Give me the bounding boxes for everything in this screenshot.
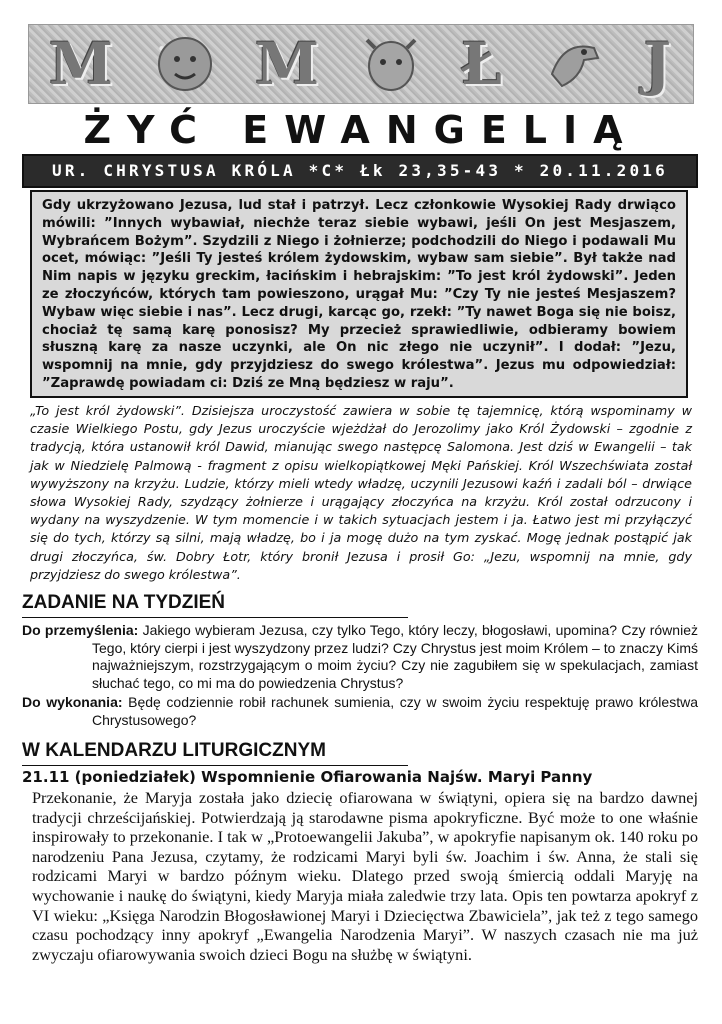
reflection-text: Jakiego wybieram Jezusa, czy tylko Tego, który leczy, błogosławi, upomina? Czy również Tego, który cierpi i jest wyszydzony przez ludzi? Czy Chrystus jest moim Królem – to znaczy Kimś najważniejszym, rozstrzygającym o moim życiu? Czy nie zagubiłem się w spekulacjach, zamiast słuchać tego, co mi ma do powiedzenia Chrystus? (92, 622, 698, 691)
action-label: Do wykonania: (22, 694, 123, 710)
commentary-text: „To jest król żydowski”. Dzisiejsza uroczystość zawiera w sobie tę tajemnicę, którą wspominamy w czasie Wielkiego Postu, gdy Jezus uroczyście wjeżdżał do Jerozolimy jako Król Żydowski – zgodnie z tradycją, która ustanowił król Dawid, mianując swego następcę Salomona. Jest dziś w Ewangelii – tak jak w Niedzielę Palmową - fragment z opisu wielkopiątkowej Męki Pańskiej. Król Wszechświata został wywyższony na krzyżu. Ludzie, którzy mieli wtedy władzę, uczynili Jezusowi kaźń i zadali ból – drwiące słowa Wysokiej Rady, szydzący żołnierze i urągający złoczyńca na krzyżu. Król został odrzucony i wydany na wyszydzenie. W tym momencie i w takich sytuacjach jestem i ja. Łatwo jest mi przyłączyć się do tych, którzy są silni, mają władzę, bo i ja mogę dużo na tym zyskać. Mogę jednak postąpić jak drugi złoczyńca, św. Dobry Łotr, który bronił Jezusa i prosił Go: „Jezu, wspomnij na mnie, gdy przyjdziesz do swego królestwa”. (30, 403, 692, 582)
date-reference-bar: UR. CHRYSTUSA KRÓLA *C* Łk 23,35-43 * 20.11.2016 (22, 154, 698, 188)
section-divider (22, 617, 408, 618)
masthead-letter: J (643, 30, 674, 98)
lion-head-icon (155, 34, 215, 94)
eagle-head-icon (544, 34, 604, 94)
reflection-label: Do przemyślenia: (22, 622, 139, 638)
action-text: Będę codziennie robił rachunek sumienia, czy w swoim życiu respektuję prawo królestwa Chrystusowego? (92, 694, 698, 728)
masthead-letter: Ł (460, 30, 504, 98)
calendar-date-line: 21.11 (poniedziałek) Wspomnienie Ofiarowania Najśw. Maryi Panny (22, 768, 593, 786)
task-heading: ZADANIE NA TYDZIEŃ (22, 592, 226, 613)
masthead-banner (28, 24, 694, 104)
section-divider (22, 765, 408, 766)
reflection-block (22, 622, 698, 692)
masthead-letter: M (254, 30, 322, 98)
action-block (22, 694, 698, 729)
calendar-text: Przekonanie, że Maryja została jako dziecię ofiarowana w świątyni, opiera się na bardzo dawnej tradycji chrześcijańskiej. Potwierdzają ją starodawne pisma apokryficzne. Być może to one właśnie inspirowały to przekonanie. I tak w „Protoewangelii Jakuba”, w apokryfie napisanym ok. 140 roku po narodzeniu Pana Jezusa, czytamy, że rodzicami Maryi byli św. Joachim i św. Anna, że stali się rodzicami Maryi w bardzo późnym wieku. Dlatego przed swoją śmiercią oddali Maryję na wychowanie i naukę do świątyni, kiedy Maryja miała zaledwie trzy lata. Opis ten powtarza apokryf z VI wieku: „Księga Narodzin Błogosławionej Maryi i Dziecięctwa Zbawiciela”, jak też z tego samego czasu pochodzący inny apokryf „Ewangelia Narodzenia Maryi”. W naszych czasach nie ma już zwyczaju ofiarowywania swoich dzieci Bogu na służbę w świątyni. (32, 788, 698, 964)
gospel-excerpt: Gdy ukrzyżowano Jezusa, lud stał i patrzył. Lecz członkowie Wysokiej Rady drwiąco mówili: ”Innych wybawiał, niechże teraz siebie wybawi, jeśli On jest Mesjaszem, Wybrańcem Bożym”. Szydzili z Niego i żołnierze; podchodzili do Niego i podawali Mu ocet, mówiąc: ”Jeśli Ty jesteś królem żydowskim, wybaw sam siebie”. Był także nad Nim napis w języku greckim, łacińskim i hebrajskim: ”To jest król żydowski”. Jeden ze złoczyńców, których tam powieszono, urągał Mu: ”Czy Ty nie jesteś Mesjaszem? Wybaw więc siebie i nas”. Lecz drugi, karcąc go, rzekł: ”Ty nawet Boga się nie boisz, chociaż tę samą karę ponosisz? My przecież sprawiedliwie, odbieramy bowiem słuszną karę za nasze uczynki, ale On nic złego nie uczynił”. I dodał: ”Jezu, wspomnij na mnie, gdy przyjdziesz do swego królestwa”. Jezus mu odpowiedział: ”Zaprawdę powiadam ci: Dziś ze Mną będziesz w raju”. (30, 190, 688, 398)
ox-head-icon (361, 34, 421, 94)
calendar-heading: W KALENDARZU LITURGICZNYM (22, 740, 326, 761)
page-title: ŻYĆ EWANGELIĄ (83, 108, 639, 152)
masthead-letter: M (48, 30, 116, 98)
